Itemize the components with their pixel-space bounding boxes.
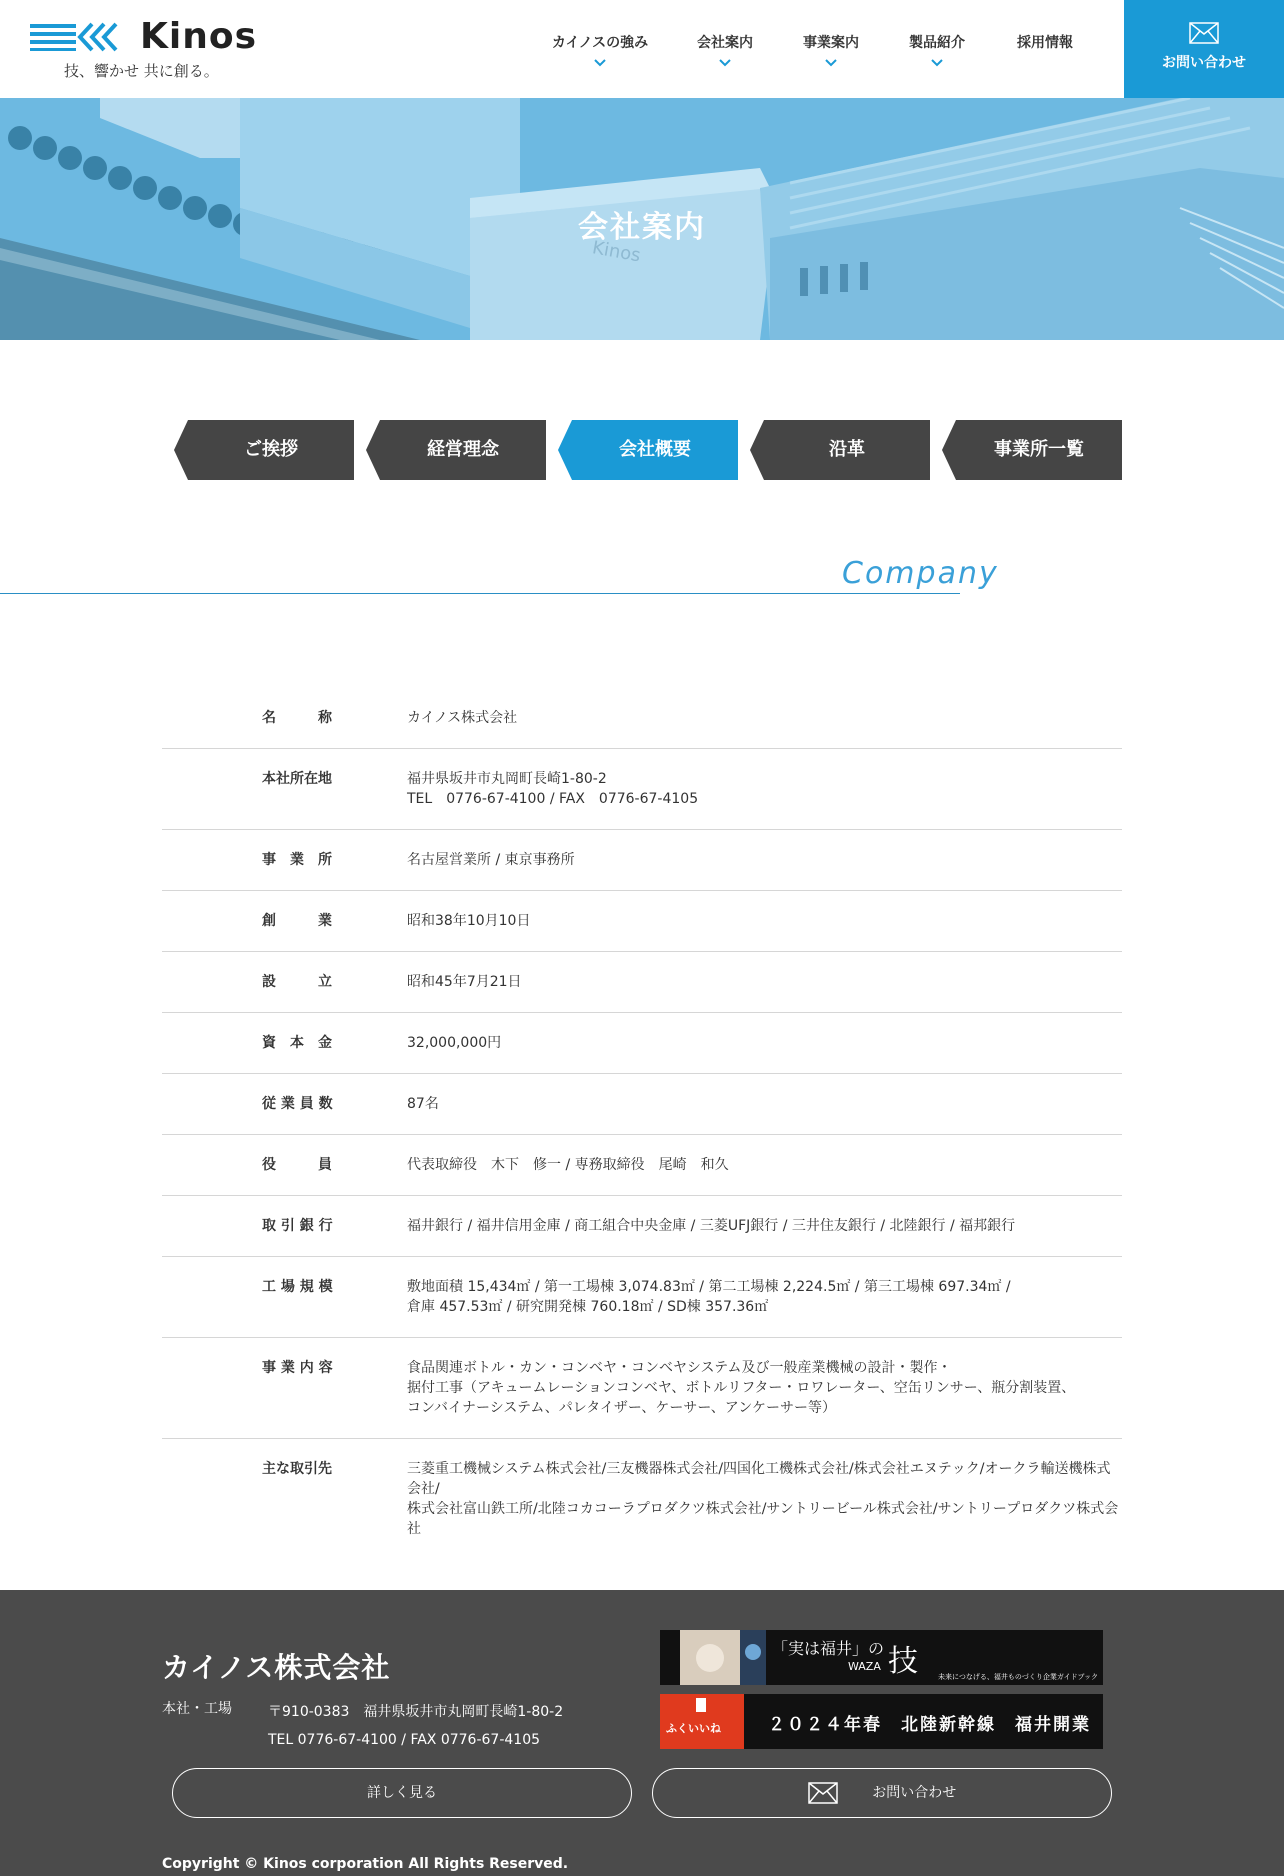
row-value: 福井銀行 / 福井信用金庫 / 商工組合中央金庫 / 三菱UFJ銀行 / 三井住友銀行 / 北陸銀行 / 福邦銀行	[407, 1218, 1016, 1234]
logo-tagline: 技、響かせ 共に創る。	[64, 62, 219, 80]
footer-company-name: カイノス株式会社	[162, 1651, 391, 1684]
tab-history[interactable]	[750, 420, 930, 480]
row-label: 事 業 所	[262, 852, 332, 868]
row-label: 名 称	[262, 710, 332, 726]
footer-address-label: 本社・工場	[162, 1701, 232, 1717]
site-logo[interactable]	[30, 16, 260, 80]
nav-item-products[interactable]	[882, 0, 992, 98]
row-label: 本社所在地	[262, 771, 332, 787]
banner-shinkansen[interactable]	[660, 1694, 1103, 1749]
row-value: 敷地面積 15,434㎡ / 第一工場棟 3,074.83㎡ / 第二工場棟 2,224.5㎡ / 第三工場棟 697.34㎡ / 倉庫 457.53㎡ / 研究開発棟 760.18㎡ / SD棟 357.36㎡	[407, 1279, 1011, 1315]
row-value: 昭和38年10月10日	[407, 913, 531, 929]
nav-label: 事業案内	[803, 35, 859, 51]
tab-label: 沿革	[829, 439, 865, 460]
row-label: 創 業	[262, 913, 332, 929]
row-label: 資 本 金	[262, 1035, 332, 1051]
table-row	[162, 1196, 1122, 1257]
row-label: 主な取引先	[262, 1461, 332, 1477]
row-value: 昭和45年7月21日	[407, 974, 522, 990]
row-value: 三菱重工機械システム株式会社/三友機器株式会社/四国化工機株式会社/株式会社エヌテック/オークラ輸送機株式会社/ 株式会社富山鉄工所/北陸コカコーラプロダクツ株式会社/サントリービール株式会社/サントリープロダクツ株式会社	[407, 1461, 1119, 1537]
table-row	[162, 952, 1122, 1013]
site-footer	[0, 1590, 1284, 1876]
mail-icon	[808, 1782, 838, 1804]
page-title: 会社案内	[578, 210, 706, 245]
global-nav	[530, 0, 1098, 98]
chevron-down-icon	[930, 58, 944, 68]
logo-mark-icon	[30, 22, 130, 52]
row-value: 代表取締役 木下 修一 / 専務取締役 尾崎 和久	[407, 1157, 729, 1173]
row-value: 32,000,000円	[407, 1035, 502, 1051]
row-value: 87名	[407, 1096, 439, 1112]
footer-address: 〒910-0383 福井県坂井市丸岡町長崎1-80-2 TEL 0776-67-4100 / FAX 0776-67-4105	[268, 1704, 564, 1748]
nav-label: カイノスの強み	[551, 35, 649, 51]
tab-label: 経営理念	[427, 439, 499, 460]
table-row	[162, 1257, 1122, 1338]
table-row	[162, 1439, 1122, 1559]
row-label: 取 引 銀 行	[262, 1218, 333, 1234]
row-label: 工 場 規 模	[262, 1279, 333, 1295]
row-label: 役 員	[262, 1157, 332, 1173]
nav-item-company[interactable]	[670, 0, 780, 98]
row-value: カイノス株式会社	[407, 710, 518, 726]
row-value: 食品関連ボトル・カン・コンベヤ・コンベヤシステム及び一般産業機械の設計・製作・ 据付工事（アキュームレーションコンベヤ、ボトルリフター・ロワレーター、空缶リンサー、瓶分割装置、 コンバイナーシステム、パレタイザー、ケーサー、アンケーサー等）	[407, 1360, 1076, 1416]
table-row	[162, 1338, 1122, 1439]
row-label: 設 立	[262, 974, 332, 990]
table-row	[162, 1074, 1122, 1135]
tab-label: 事業所一覧	[994, 439, 1084, 460]
header-contact-label: お問い合わせ	[1162, 55, 1246, 71]
company-info-table	[162, 688, 1122, 1559]
table-row	[162, 1013, 1122, 1074]
mail-icon	[1189, 22, 1219, 44]
nav-label: 採用情報	[1017, 35, 1073, 51]
table-row	[162, 830, 1122, 891]
subpage-tabs	[174, 420, 1122, 480]
banner-waza-kanji: 技	[888, 1644, 918, 1679]
tab-label: 会社概要	[619, 439, 691, 460]
table-row	[162, 749, 1122, 830]
tab-overview[interactable]	[558, 420, 738, 480]
site-header	[0, 0, 1284, 98]
section-label: Company	[842, 556, 999, 591]
footer-more-button[interactable]	[172, 1768, 632, 1818]
banner-waza-sub: WAZA	[848, 1660, 881, 1673]
header-contact-button[interactable]	[1124, 0, 1284, 98]
banner-waza-title: 「実は福井」の	[772, 1639, 885, 1658]
table-row	[162, 891, 1122, 952]
footer-contact-label: お問い合わせ	[872, 1785, 957, 1801]
footer-more-label: 詳しく見る	[367, 1785, 437, 1801]
nav-item-recruit[interactable]	[992, 0, 1098, 98]
nav-label: 製品紹介	[909, 35, 965, 51]
table-row	[162, 688, 1122, 749]
banner-waza-caption: 未来につなげる、福井ものづくり企業ガイドブック	[938, 1673, 1098, 1681]
row-label: 従 業 員 数	[262, 1096, 333, 1112]
table-row	[162, 1135, 1122, 1196]
banner-shinkansen-logo: ふくいいね	[666, 1722, 721, 1735]
copyright: Copyright © Kinos corporation All Rights Reserved.	[162, 1856, 569, 1872]
chevron-down-icon	[824, 58, 838, 68]
nav-item-strengths[interactable]	[530, 0, 670, 98]
building-sign: Kinos	[590, 237, 643, 267]
footer-contact-button[interactable]	[652, 1768, 1112, 1818]
banner-waza[interactable]	[660, 1630, 1103, 1685]
nav-item-business[interactable]	[780, 0, 882, 98]
nav-label: 会社案内	[697, 35, 753, 51]
tab-philosophy[interactable]	[366, 420, 546, 480]
row-value: 名古屋営業所 / 東京事務所	[407, 852, 575, 868]
hero-banner	[0, 98, 1284, 340]
chevron-down-icon	[593, 58, 607, 68]
chevron-down-icon	[718, 58, 732, 68]
tab-greeting[interactable]	[174, 420, 354, 480]
section-divider	[0, 593, 960, 594]
logo-text: Kinos	[140, 16, 258, 57]
tab-offices[interactable]	[942, 420, 1122, 480]
row-value: 福井県坂井市丸岡町長崎1-80-2 TEL 0776-67-4100 / FAX 0776-67-4105	[407, 771, 699, 807]
row-label: 事 業 内 容	[262, 1360, 333, 1376]
tab-label: ご挨拶	[244, 439, 298, 460]
banner-shinkansen-text: ２０２４年春 北陸新幹線 福井開業	[768, 1715, 1091, 1735]
